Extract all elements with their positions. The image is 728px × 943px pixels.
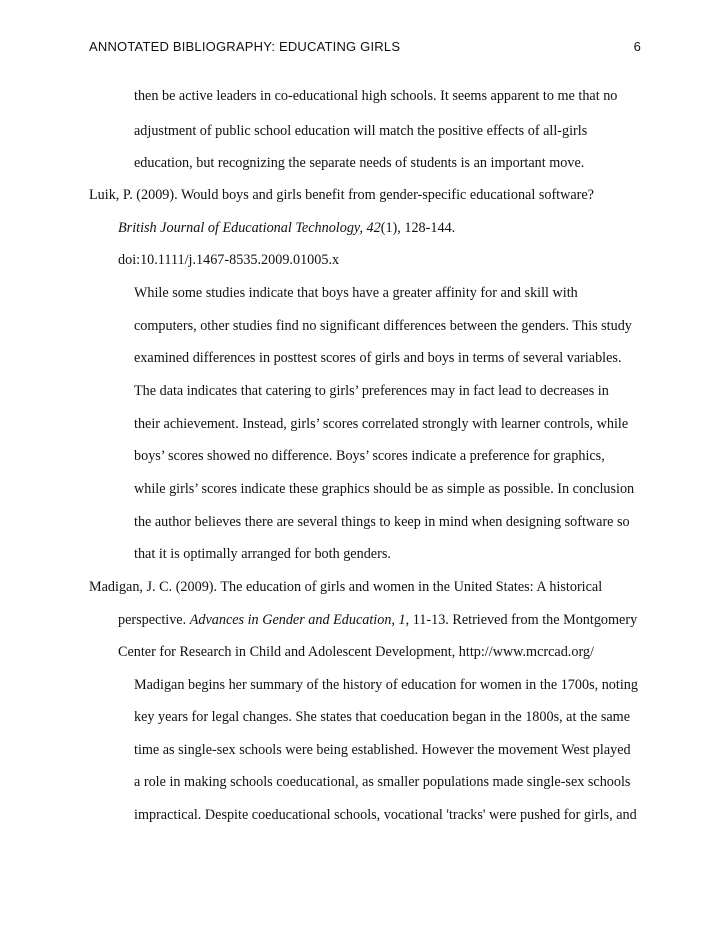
annotation-line: computers, other studies find no significant differences between the genders. This study [134, 318, 632, 334]
annotation-line: that it is optimally arranged for both genders. [134, 546, 391, 562]
annotation-line: key years for legal changes. She states that coeducation began in the 1800s, at the same [134, 709, 631, 725]
page-header [89, 39, 641, 59]
annotation-line: time as single-sex schools were being established. However the movement West played [134, 742, 631, 758]
annotation-line: Madigan begins her summary of the history of education for women in the 1700s, noting [134, 677, 638, 693]
annotation-line: education, but recognizing the separate needs of students is an important move. [134, 155, 585, 171]
citation-text: , 11-13. Retrieved from the Montgomery [405, 612, 638, 628]
journal-title: Advances in Gender and Education, 1 [189, 612, 406, 628]
annotation-line: the author believes there are several things to keep in mind when designing software so [134, 514, 630, 530]
citation-madigan-line2 [118, 610, 637, 630]
citation-luik-line2 [118, 218, 455, 238]
annotation-line: while girls’ scores indicate these graphics should be as simple as possible. In conclusion [134, 481, 635, 497]
annotation-line: then be active leaders in co-educational high schools. It seems apparent to me that no [134, 88, 618, 104]
journal-title: British Journal of Educational Technology, 42 [118, 220, 381, 236]
citation-luik-doi: doi:10.1111/j.1467-8535.2009.01005.x [118, 252, 340, 268]
annotation-line: impractical. Despite coeducational schools, vocational 'tracks' were pushed for girls, and [134, 807, 637, 823]
citation-text: perspective. [118, 612, 190, 628]
page-number: 6 [633, 39, 641, 54]
issue-pages: (1), 128-144. [380, 220, 456, 236]
citation-madigan-line3: Center for Research in Child and Adolescent Development, http://www.mcrcad.org/ [118, 644, 594, 660]
citation-luik-line1: Luik, P. (2009). Would boys and girls benefit from gender-specific educational software? [89, 187, 594, 203]
annotation-line: a role in making schools coeducational, as smaller populations made single-sex schools [134, 774, 631, 790]
annotation-line: While some studies indicate that boys have a greater affinity for and skill with [134, 285, 578, 301]
annotation-line: boys’ scores showed no difference. Boys’ scores indicate a preference for graphics, [134, 448, 605, 464]
annotation-line: examined differences in posttest scores of girls and boys in terms of several variables. [134, 350, 622, 366]
annotation-line: adjustment of public school education will match the positive effects of all-girls [134, 123, 588, 139]
annotation-line: The data indicates that catering to girls’ preferences may in fact lead to decreases in [134, 383, 609, 399]
running-head: ANNOTATED BIBLIOGRAPHY: EDUCATING GIRLS [89, 39, 401, 54]
citation-madigan-line1: Madigan, J. C. (2009). The education of girls and women in the United States: A historical [89, 579, 603, 595]
annotation-line: their achievement. Instead, girls’ scores correlated strongly with learner controls, while [134, 416, 629, 432]
